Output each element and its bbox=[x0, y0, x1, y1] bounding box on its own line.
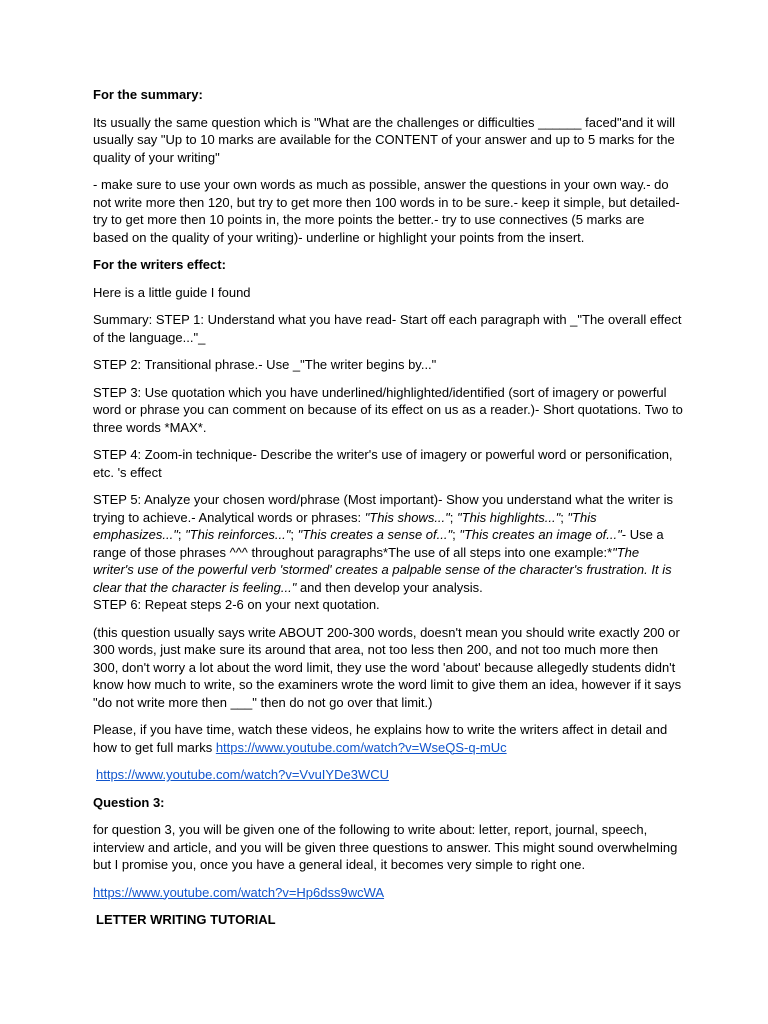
question-3-heading: Question 3: bbox=[93, 794, 165, 810]
video-link-1[interactable]: https://www.youtube.com/watch?v=WseQS-q-mUc bbox=[215, 739, 507, 755]
phrase-sense-of: "This creates a sense of..." bbox=[297, 527, 453, 542]
step-3: STEP 3: Use quotation which you have underlined/highlighted/identified (sort of imagery or powerful word or phrase you can comment on because of its effect on us as a reader.)- Short quotations. Two to three words *MAX*. bbox=[93, 384, 683, 435]
phrase-separator: ; bbox=[290, 527, 298, 542]
step-5-text: STEP 5: Analyze your chosen word/phrase (Most important)- Show you understand what the writer is trying to achieve.- Analytical words or phrases: bbox=[93, 492, 673, 525]
step-4: STEP 4: Zoom-in technique- Describe the writer's use of imagery or powerful word or personification, etc. 's effect bbox=[93, 447, 673, 480]
video-link-2-paragraph bbox=[93, 766, 683, 784]
videos-paragraph bbox=[93, 721, 683, 756]
question-3-video-link[interactable]: https://www.youtube.com/watch?v=Hp6dss9wcWA bbox=[93, 884, 385, 900]
summary-intro: Its usually the same question which is "What are the challenges or difficulties ______ faced"and it will usually say "Up to 10 marks are available for the CONTENT of your answer and up to 5 marks for the quality of your writing" bbox=[93, 114, 676, 165]
step-5 bbox=[93, 491, 683, 596]
step-2: STEP 2: Transitional phrase.- Use _"The writer begins by..." bbox=[93, 357, 437, 372]
summary-tips: - make sure to use your own words as much as possible, answer the questions in your own way.- do not write more then 120, but try to get more then 100 words in to be sure.- keep it simple, but detailed- try to get more then 10 points in, the more points the better.- try to use connectives (5 marks are based on the quality of your writing)- underline or highlight your points from the insert. bbox=[93, 177, 680, 245]
phrase-separator: ; bbox=[560, 509, 568, 525]
word-limit-note: (this question usually says write ABOUT 200-300 words, doesn't mean you should write exactly 200 or 300 words, just make sure its around that area, not too less then 200, and not too much more then 300, don't worry a lot about the word limit, they use the word 'about' because allegedly students didn't know how much to write, so the examiners wrote the word limit to give them an idea, however if it says "do not write more then ___" then do not go over that limit.) bbox=[93, 624, 682, 710]
step-5-range-text: - Use a range of those phrases ^^^ throughout paragraphs*The use of all steps into one example:* bbox=[93, 527, 664, 560]
guide-intro: Here is a little guide I found bbox=[93, 284, 251, 300]
summary-heading: For the summary: bbox=[93, 87, 203, 102]
document-body bbox=[93, 86, 683, 939]
phrase-this-shows: "This shows..." bbox=[364, 509, 450, 525]
phrase-this-emphasizes: "This emphasizes..." bbox=[93, 509, 597, 542]
step-1: Summary: STEP 1: Understand what you have read- Start off each paragraph with _"The overall effect of the language..."_ bbox=[93, 312, 682, 345]
videos-text: Please, if you have time, watch these videos, he explains how to write the writers affect in detail and how to get full marks bbox=[93, 722, 668, 755]
phrase-separator: ; bbox=[449, 509, 458, 525]
step-5-example: "The writer's use of the powerful verb 'stormed' creates a palpable sense of the character's frustration. It is clear that the character is feeling..." bbox=[93, 544, 672, 595]
video-link-2[interactable]: https://www.youtube.com/watch?v=VvuIYDe3WCU bbox=[96, 767, 389, 782]
letter-writing-tutorial-heading: LETTER WRITING TUTORIAL bbox=[96, 912, 276, 927]
question-3-link-paragraph bbox=[93, 884, 683, 902]
writers-effect-heading: For the writers effect: bbox=[93, 257, 226, 272]
question-3-text: for question 3, you will be given one of the following to write about: letter, report, journal, speech, interview and article, and you will be given three questions to answer. This might sound overwhelming but I promise you, once you have a general ideal, it becomes very simple to right one. bbox=[93, 822, 678, 872]
phrase-image-of: "This creates an image of..." bbox=[459, 527, 622, 542]
phrase-this-reinforces: "This reinforces..." bbox=[185, 527, 291, 542]
phrase-this-highlights: "This highlights..." bbox=[457, 509, 561, 525]
step-5-closing: and then develop your analysis. bbox=[296, 579, 483, 595]
phrase-separator: ; bbox=[177, 527, 186, 542]
step-6: STEP 6: Repeat steps 2-6 on your next quotation. bbox=[93, 597, 380, 612]
phrase-separator: ; bbox=[452, 527, 460, 542]
